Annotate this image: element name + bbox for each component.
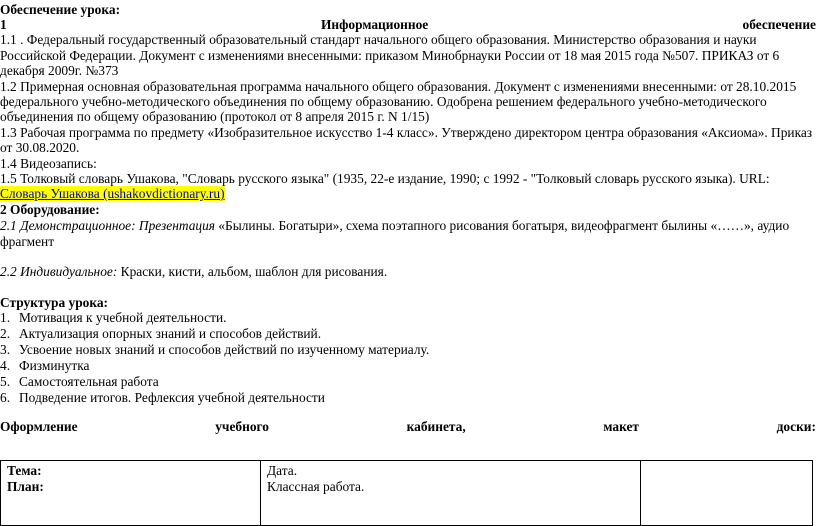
structure-list-item: 3. Усвоение новых знаний и способов действий по изученному материалу. [0,342,430,357]
info-word: Информационное [320,17,429,32]
equipment-individual-label: 2.2 Индивидуальное: [0,264,118,279]
board-date: Дата. [267,463,298,478]
board-classwork: Классная работа. [267,478,365,494]
item-1-1-line-2: Российской Федерации. Документ с изменениями внесенными: приказом Минобрнауки России от 18 мая 2015 года №507. ПРИКАЗ от 6 [0,48,780,63]
equipment-individual-line [0,264,816,280]
board-plan-label: План: [7,478,44,494]
item-1-4: 1.4 Видеозапись: [0,156,97,171]
structure-list-item: 1. Мотивация к учебной деятельности. [0,310,227,325]
cabinet-word: макет [603,419,639,434]
board-theme-label: Тема: [7,463,42,478]
cabinet-word: Оформление [0,419,78,434]
info-word-2: обеспечение [742,17,816,32]
item-1-3-line-1: 1.3 Рабочая программа по предмету «Изобразительное искусство 1-4 класс». Утверждено директором центра образования «Аксиома». Приказ [0,125,813,140]
cabinet-word: доски: [776,419,816,434]
info-support-row [0,17,816,33]
board-right-cell [641,461,813,526]
item-1-1-line-1: 1.1 . Федеральный государственный образовательный стандарт начального общего образования. Министерство образования и науки [0,32,757,47]
equipment-demo-label: 2.1 Демонстрационное: Презентация [0,218,216,233]
cabinet-word: учебного [215,419,269,434]
structure-list-item: 2. Актуализация опорных знаний и способов действий. [0,326,322,341]
info-number: 1 [0,17,7,32]
equipment-demo-line [0,218,816,234]
cabinet-word: кабинета, [406,419,466,434]
item-1-5-line-2 [0,186,816,202]
equipment-demo-text: «Былины. Богатыри», схема поэтапного рисования богатыря, видеофрагмент былины «……», аудио [215,218,790,233]
item-1-5-line-1: 1.5 Толковый словарь Ушакова, "Словарь русского языка" (1935, 22-е издание, 1990; с 1992 - "Толковый словарь русского языка). URL: [0,171,770,186]
section-heading: Обеспечение урока: [0,2,121,17]
structure-list [0,310,429,406]
equipment-individual-text: Краски, кисти, альбом, шаблон для рисования. [117,264,388,279]
structure-list-item: 6. Подведение итогов. Рефлексия учебной деятельности [0,390,325,405]
dictionary-link[interactable]: Словарь Ушакова (ushakovdictionary.ru) [0,186,225,201]
board-center-cell [261,461,641,526]
equipment-title: 2 Оборудование: [0,202,100,217]
equipment-demo-cont: фрагмент [0,234,55,249]
structure-list-item: 5. Самостоятельная работа [0,374,159,389]
structure-title: Структура урока: [0,295,109,310]
item-1-1-line-3: декабря 2009г. №373 [0,63,119,78]
item-1-2-line-2: федерального учебно-методического объединения по общему образованию. Одобрена решением федерального учебно-методического [0,94,767,109]
structure-list-item: 4. Физминутка [0,358,90,373]
item-1-2-line-1: 1.2 Примерная основная образовательная программа начального общего образования. Документ с изменениями внесенными: от 28.10.2015 [0,79,797,94]
item-1-3-line-2: от 30.08.2020. [0,140,80,155]
cabinet-row [0,419,816,435]
board-left-cell [1,461,261,526]
board-layout-table [0,460,813,526]
item-1-2-line-3: объединения по общему образованию (протокол от 8 апреля 2015 г. N 1/15) [0,109,430,124]
